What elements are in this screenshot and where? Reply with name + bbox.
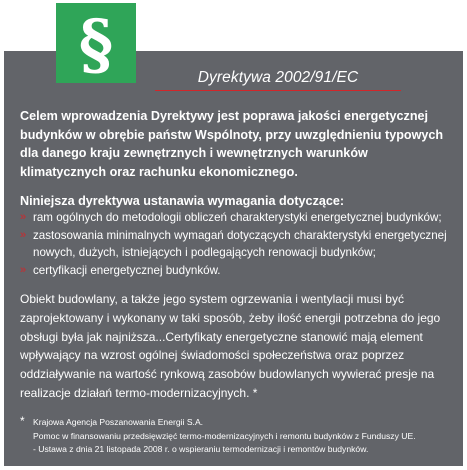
requirements-list — [20, 209, 452, 279]
footnote-line: Pomoc w finansowaniu przedsięwzięć termo-modernizacyjnych i remontu budynków z Funduszy UE. — [33, 430, 416, 441]
footnote-line: Krajowa Agencja Poszanowania Energii S.A. — [33, 417, 204, 427]
double-arrow-bullet-icon: » — [20, 211, 27, 223]
list-item — [20, 227, 452, 262]
list-item-text: zastosowania minimalnych wymagań dotyczących charakterystyki energetycznej nowych, dużych, istniejących i podlegających renowacji budynków; — [33, 228, 447, 259]
directive-heading: Dyrektywa 2002/91/EC — [197, 69, 359, 86]
heading-underline — [155, 90, 401, 91]
intro-paragraph — [20, 107, 452, 181]
body-paragraph: Obiekt budowlany, a także jego system ogrzewania i wentylacji musi być zaprojektowany i wykonany w taki sposób, żeby ilość energii potrzebna do jego obsługi była jak najniższa...Certyfikaty energetyczne stanowić mają element wpływający na wzrost ogólnej świadomości społeczeństwa oraz poprzez oddziaływanie na wartość rynkową zasobów budowlanych wywierać presje na realizacje działań termo-modernizacyjnych. * — [20, 292, 441, 400]
footnote — [20, 416, 456, 457]
footnote-line: - Ustawa z dnia 21 listopada 2008 r. o wspieraniu termodernizacji i remontów budynków. — [33, 444, 369, 454]
double-arrow-bullet-icon: » — [20, 263, 27, 276]
list-item-text: ram ogólnych do metodologii obliczeń charakterystyki energetycznej budynków; — [33, 211, 442, 224]
section-sign-icon — [56, 3, 136, 83]
double-arrow-bullet-icon: » — [20, 228, 27, 241]
intro-text: Celem wprowadzenia Dyrektywy jest poprawa jakości energetycznej budynków w obrębie państw Wspólnoty, przy uwzględnieniu typowych dla danego kraju zewnętrznych i wewnętrznych warunków klimatycznych oraz rachunku ekonomicznego. — [20, 109, 444, 179]
footnote-marker: * — [20, 414, 25, 428]
list-item-text: certyfikacji energetycznej budynków. — [33, 263, 221, 277]
section-sign-logo — [56, 3, 136, 83]
section-sign-glyph: § — [78, 5, 114, 83]
list-item — [20, 209, 452, 227]
requirements-title: Niniejsza dyrektywa ustanawia wymagania dotyczące: — [20, 194, 345, 208]
list-item — [20, 262, 452, 280]
